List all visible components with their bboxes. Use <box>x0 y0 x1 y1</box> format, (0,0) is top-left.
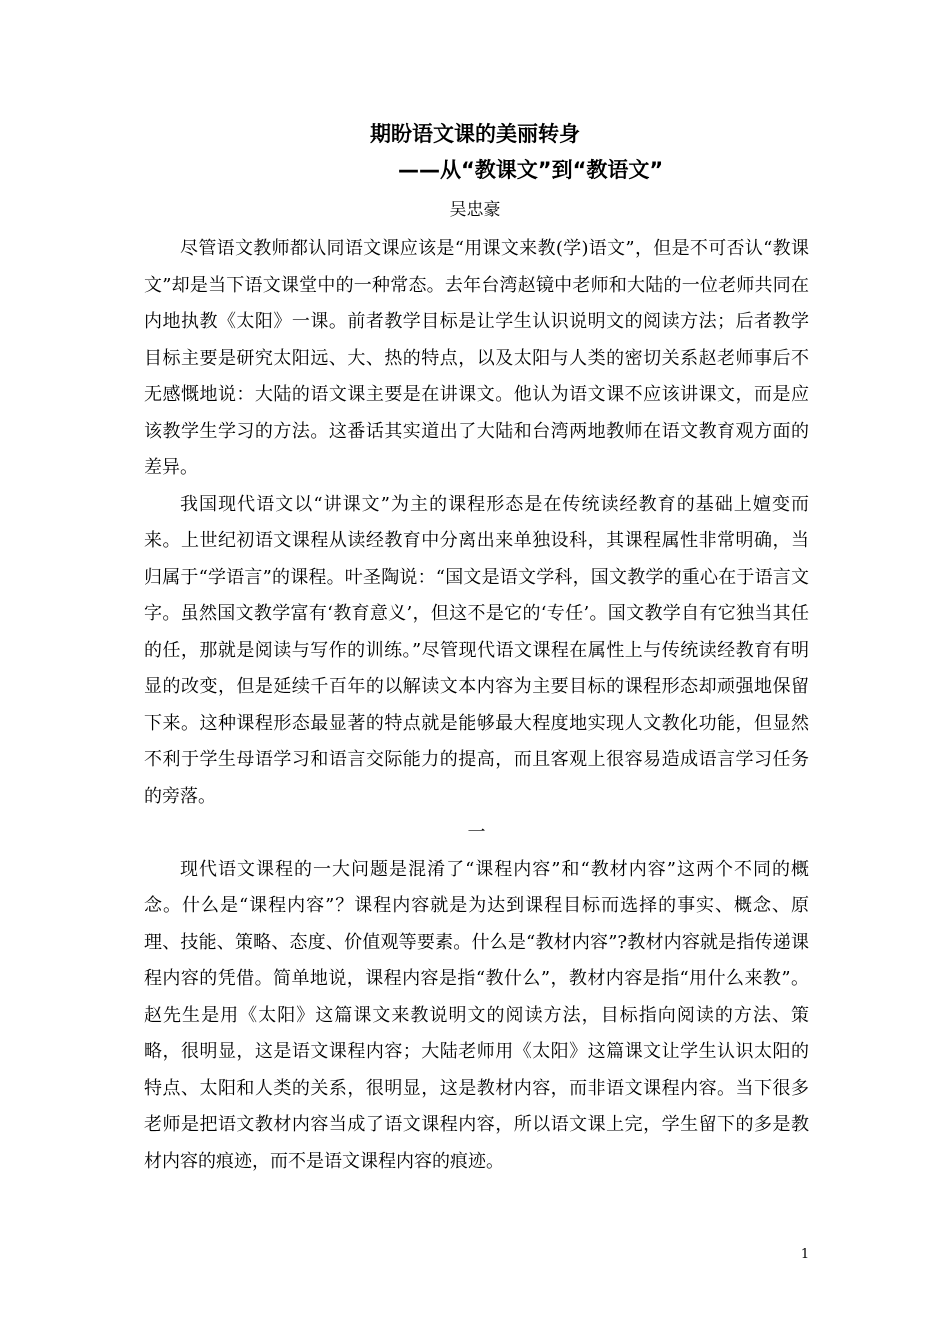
article-body <box>144 231 809 1180</box>
paragraph-1: 尽管语文教师都认同语文课应该是“用课文来教(学)语文”，但是不可否认“教课文”却是当下语文课堂中的一种常态。去年台湾赵镜中老师和大陆的一位老师共同在内地执教《太阳》一课。前者教学目标是让学生认识说明文的阅读方法；后者教学目标主要是研究太阳远、大、热的特点，以及太阳与人类的密切关系赵老师事后不无感慨地说：大陆的语文课主要是在讲课文。他认为语文课不应该讲课文，而是应该教学生学习的方法。这番话其实道出了大陆和台湾两地教师在语文教育观方面的差异。 <box>144 238 809 478</box>
section-heading-1: 一 <box>467 822 486 843</box>
paragraph-3: 现代语文课程的一大问题是混淆了“课程内容”和“教材内容”这两个不同的概念。什么是“课程内容”？课程内容就是为达到课程目标而选择的事实、概念、原理、技能、策略、态度、价值观等要素。什么是“教材内容”?教材内容就是指传递课程内容的凭借。简单地说，课程内容是指“教什么”，教材内容是指“用什么来教”。赵先生是用《太阳》这篇课文来教说明文的阅读方法，目标指向阅读的方法、策略，很明显，这是语文课程内容；大陆老师用《太阳》这篇课文让学生认识太阳的特点、太阳和人类的关系，很明显，这是教材内容，而非语文课程内容。当下很多老师是把语文教材内容当成了语文课程内容，所以语文课上完，学生留下的多是教材内容的痕迹，而不是语文课程内容的痕迹。 <box>144 858 809 1172</box>
paragraph-2: 我国现代语文以“讲课文”为主的课程形态是在传统读经教育的基础上嬗变而来。上世纪初语文课程从读经教育中分离出来单独设科，其课程属性非常明确，当归属于“学语言”的课程。叶圣陶说：“国文是语文学科，国文教学的重心在于语言文字。虽然国文教学富有‘教育意义’，但这不是它的‘专任’。国文教学自有它独当其任的任，那就是阅读与写作的训练。”尽管现代语文课程在属性上与传统读经教育有明显的改变，但是延续千百年的以解读文本内容为主要目标的课程形态却顽强地保留下来。这种课程形态最显著的特点就是能够最大程度地实现人文教化功能，但显然不利于学生母语学习和语言交际能力的提高，而且客观上很容易造成语言学习任务的旁落。 <box>144 493 809 807</box>
article-title: 期盼语文课的美丽转身 <box>370 122 580 146</box>
article-author: 吴忠豪 <box>449 200 501 220</box>
page-number: 1 <box>800 1247 810 1262</box>
article-subtitle: ——从“教课文”到“教语文” <box>398 158 664 182</box>
